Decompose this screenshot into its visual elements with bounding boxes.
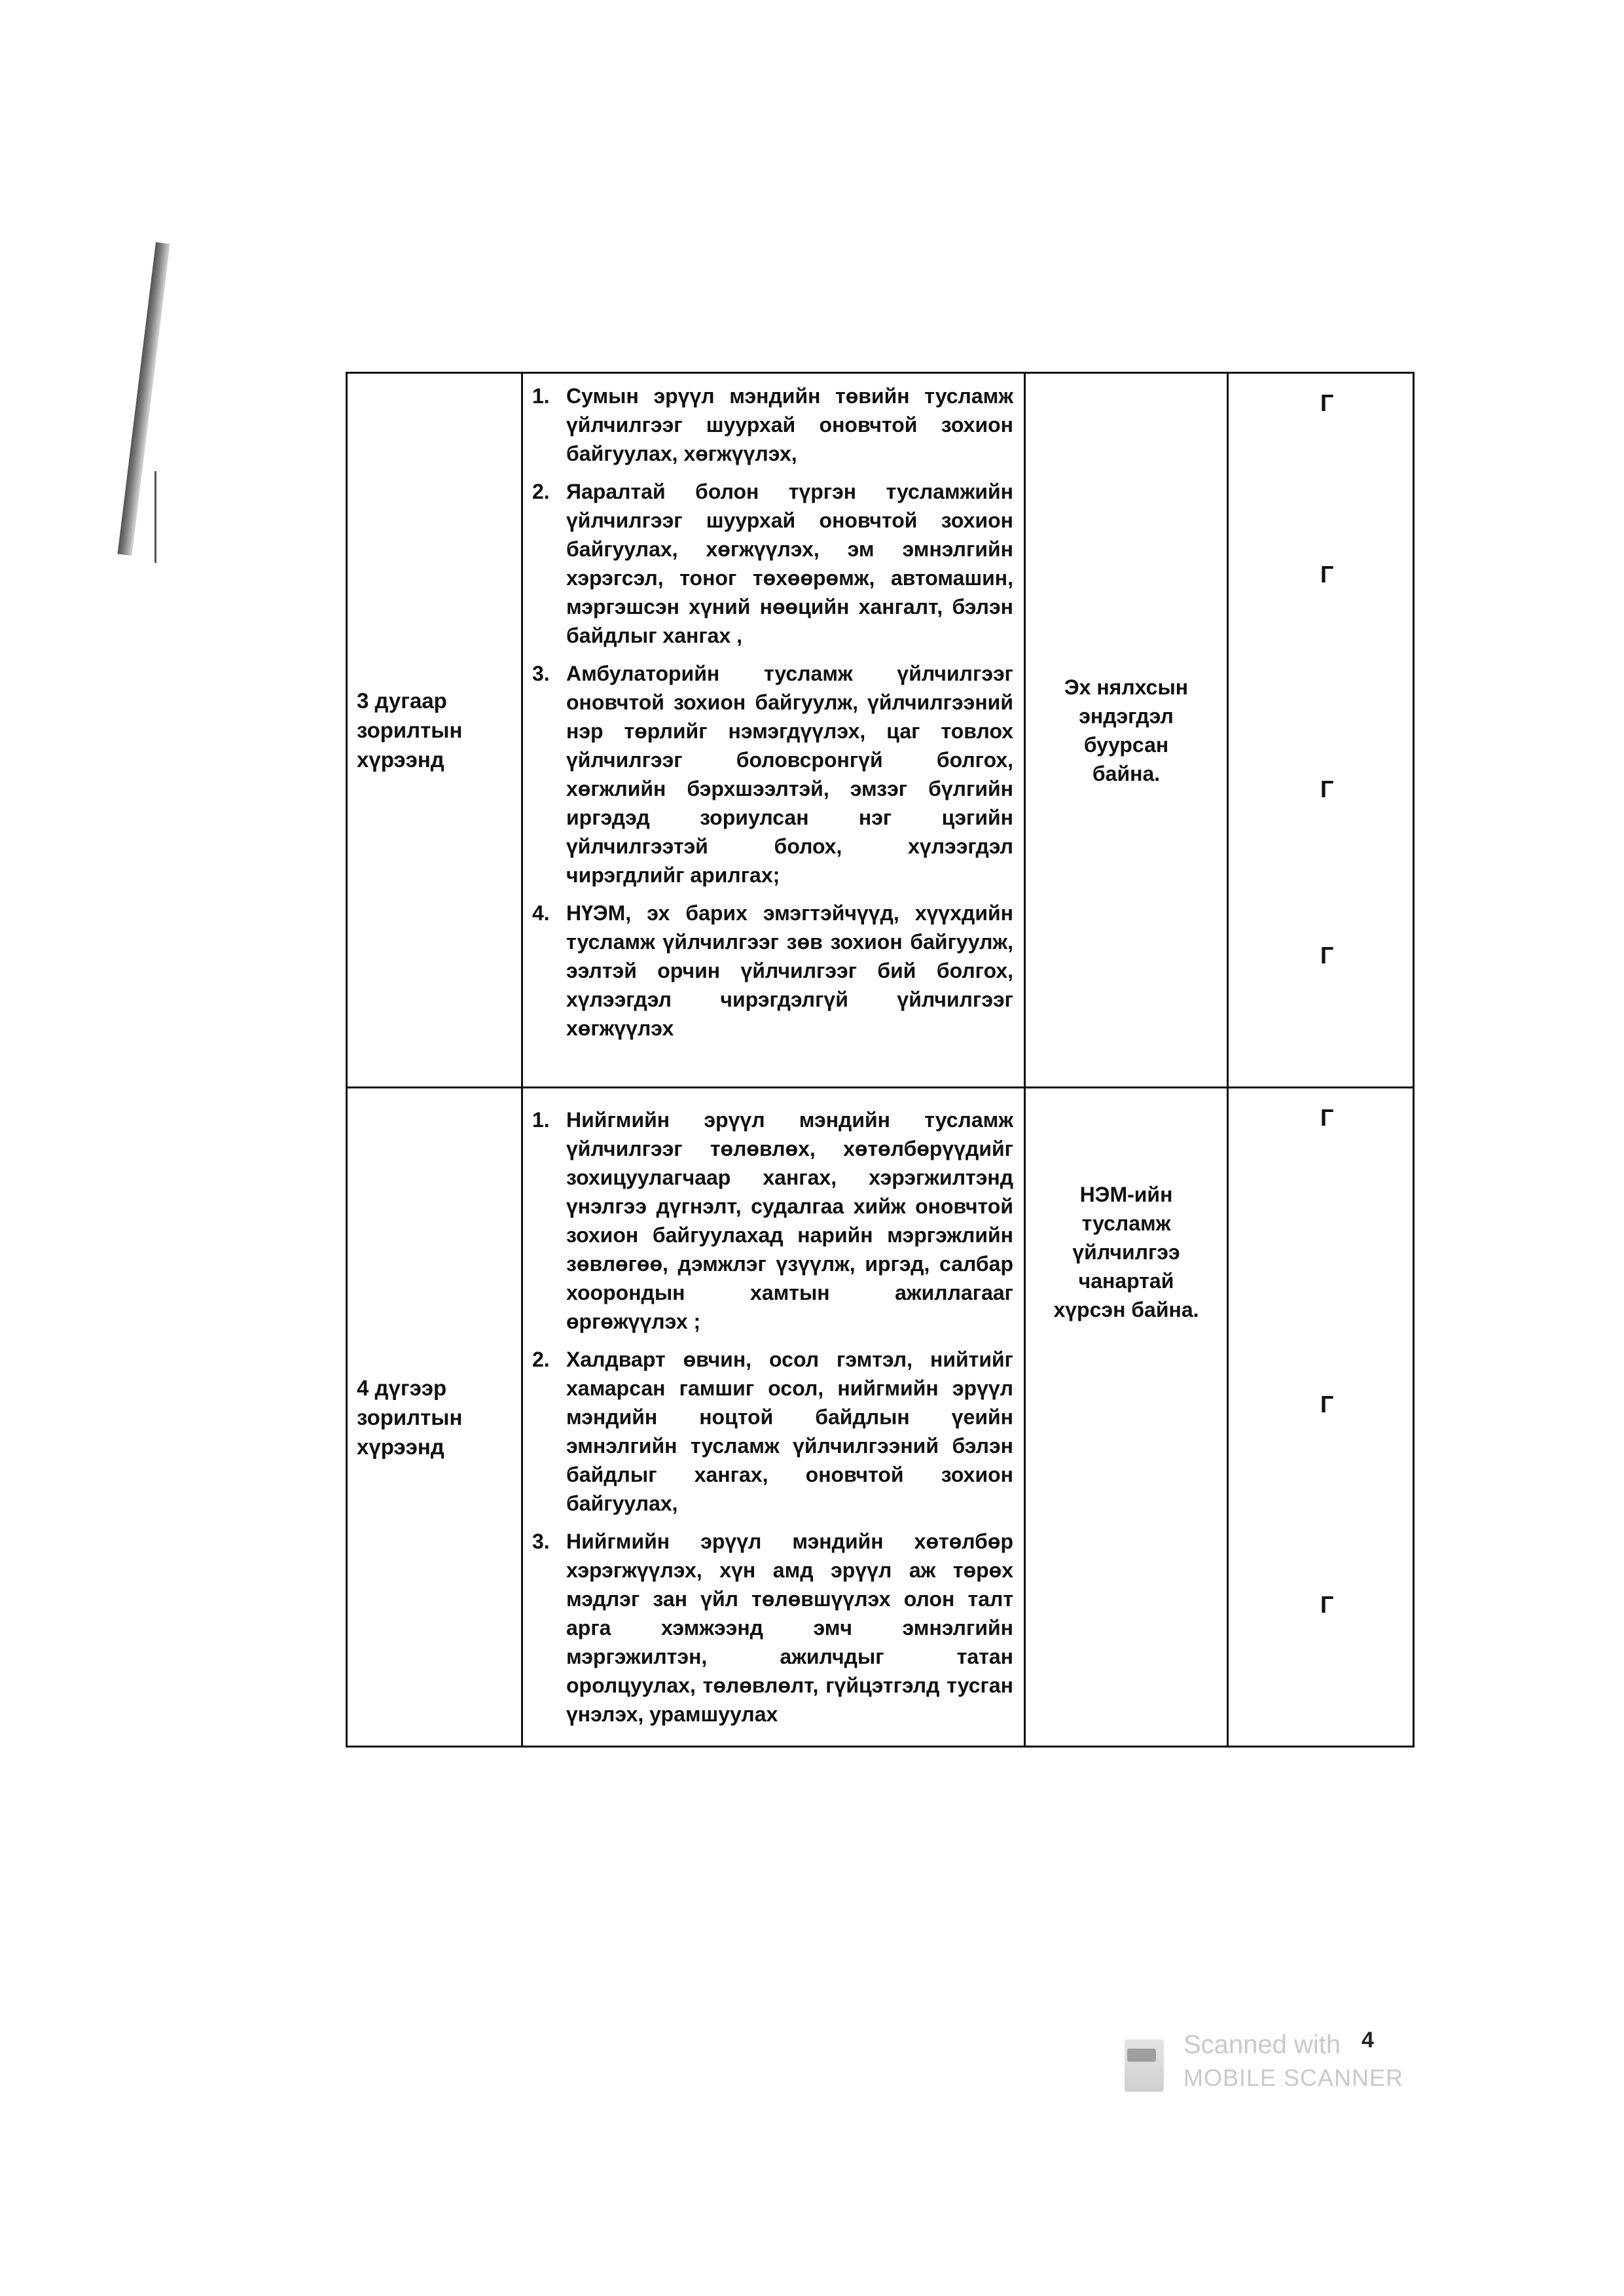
task-text: Нийгмийн эрүүл мэндийн тусламж үйлчилгээг төлөвлөх, хөтөлбөрүүдийг зохицуулагчаар хангах, хэрэгжилтэнд үнэлгээ дүгнэлт, судалгаа хийж оновчтой зохион байгуулахад нарийн мэргэжлийн зөвлөгөө, дэмжлэг үзүүлж, иргэд, салбар хоорондын хамтын ажиллагааг өргөжүүлэх ; xyxy=(566,1108,1013,1333)
assessment-mark: Г xyxy=(1320,1391,1334,1418)
task-item xyxy=(532,477,1013,650)
task-number: 3. xyxy=(532,662,550,685)
task-text: Нийгмийн эрүүл мэндийн хөтөлбөр хэрэгжүүлэх, хүн амд эрүүл аж төрөх мэдлэг зан үйл төлөвшүүлэх олон талт арга хэмжээнд эмч эмнэлгийн мэргэжилтэн, ажилчдыг татан оролцуулах, төлөвлөлт, гүйцэтгэлд тусган үнэлэх, урамшуулах xyxy=(566,1530,1013,1726)
task-item xyxy=(532,382,1013,468)
assessment-mark: Г xyxy=(1320,561,1334,588)
tasks-cell xyxy=(522,1088,1025,1747)
task-item xyxy=(532,1527,1013,1729)
result-text: НЭМ-ийн тусламж үйлчилгээ чанартай хүрсэн байна. xyxy=(1053,1183,1199,1321)
task-number: 1. xyxy=(532,384,550,408)
page-number: 4 xyxy=(1362,2028,1374,2053)
task-item xyxy=(532,659,1013,889)
task-text: Халдварт өвчин, осол гэмтэл, нийтийг хамарсан гамшиг осол, нийгмийн эрүүл мэндийн ноцтой байдлын үеийн эмнэлгийн тусламж үйлчилгээний бэлэн байдлыг хангах, оновчтой зохион байгуулах, xyxy=(566,1348,1013,1515)
task-number: 1. xyxy=(532,1108,550,1132)
task-list xyxy=(523,1088,1024,1746)
task-text: Амбулаторийн тусламж үйлчилгээг оновчтой зохион байгуулж, үйлчилгээний нэр төрлийг нэмэгдүүлэх, цаг товлох үйлчилгээг боловсронгүй болгох, хөгжлийн бэрхшээлтэй, эмзэг бүлгийн иргэдэд зориулсан нэг цэгийн үйлчилгээтэй болох, хүлээгдэл чирэгдлийг арилгах; xyxy=(566,662,1013,887)
task-list xyxy=(523,374,1024,1060)
goals-table xyxy=(346,372,1415,1748)
assessment-mark: Г xyxy=(1320,1591,1334,1618)
task-number: 4. xyxy=(532,901,550,925)
scan-edge-shadow xyxy=(118,242,170,556)
assessment-mark: Г xyxy=(1320,942,1334,969)
mark-cell xyxy=(1228,1088,1414,1747)
watermark-line1: Scanned with xyxy=(1183,2030,1341,2059)
result-text: Эх нялхсын эндэгдэл буурсан байна. xyxy=(1064,675,1189,785)
watermark-line2: MOBILE SCANNER xyxy=(1183,2064,1404,2091)
goal-label: 3 дугаар зорилтын хүрээнд xyxy=(357,689,463,772)
assessment-mark: Г xyxy=(1320,776,1334,802)
task-item xyxy=(532,1345,1013,1518)
document-icon xyxy=(1125,2039,1164,2092)
assessment-mark: Г xyxy=(1320,1104,1334,1131)
table-row-goal-3 xyxy=(347,373,1414,1088)
goal-label: 4 дүгээр зорилтын хүрээнд xyxy=(357,1375,463,1459)
assessment-mark: Г xyxy=(1320,389,1334,416)
goal-cell xyxy=(347,1088,522,1747)
task-text: Яаралтай болон түргэн тусламжийн үйлчилгээг шуурхай оновчтой зохион байгуулах, хөгжүүлэх, эм эмнэлгийн хэрэгсэл, тоног төхөөрөмж, автомашин, мэргэшсэн хүний нөөцийн хангалт, бэлэн байдлыг хангах , xyxy=(566,480,1013,647)
goal-cell xyxy=(347,373,522,1088)
task-item xyxy=(532,899,1013,1043)
task-number: 2. xyxy=(532,1348,550,1371)
pdf-badge-icon xyxy=(1127,2049,1156,2062)
task-text: Сумын эрүүл мэндийн төвийн тусламж үйлчилгээг шуурхай оновчтой зохион байгуулах, хөгжүүлэх, xyxy=(566,384,1013,465)
task-item xyxy=(532,1105,1013,1336)
task-text: НҮЭМ, эх барих эмэгтэйчүүд, хүүхдийн тусламж үйлчилгээг зөв зохион байгуулж, ээлтэй орчин үйлчилгээг бий болгох, хүлээгдэл чирэгдэлгүй үйлчилгээг хөгжүүлэх xyxy=(566,901,1013,1040)
tasks-cell xyxy=(522,373,1025,1088)
result-cell xyxy=(1025,373,1228,1088)
table-row-goal-4 xyxy=(347,1088,1414,1747)
scan-edge-line xyxy=(154,471,156,563)
task-number: 3. xyxy=(532,1530,550,1553)
task-number: 2. xyxy=(532,480,550,503)
result-cell xyxy=(1025,1088,1228,1747)
mark-cell xyxy=(1228,373,1414,1088)
